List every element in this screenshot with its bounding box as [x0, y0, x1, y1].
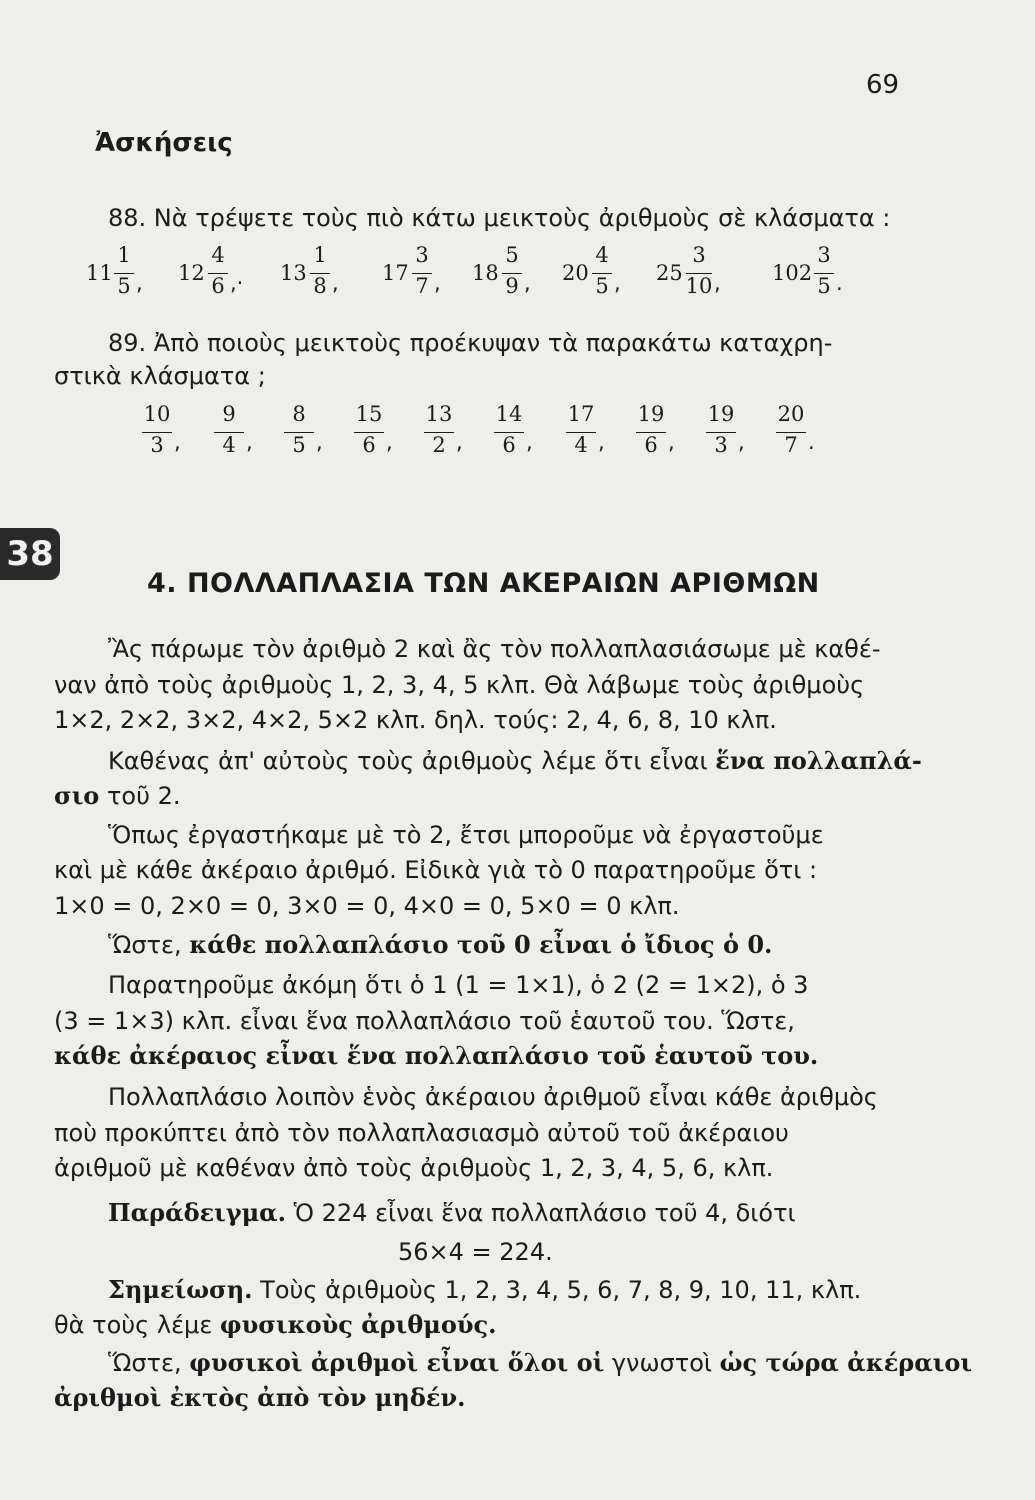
example-equation: 56×4 = 224.	[398, 1238, 553, 1266]
body-text-line: ναν ἀπὸ τοὺς ἀριθμοὺς 1, 2, 3, 4, 5 κλπ. Θὰ λάβωμε τοὺς ἀριθμοὺς	[54, 671, 865, 699]
body-text-line: Πολλαπλάσιο λοιπὸν ἑνὸς ἀκέραιου ἀριθμοῦ εἶναι κάθε ἀριθμὸς	[108, 1083, 878, 1111]
body-text-line: Παρατηροῦμε ἀκόμη ὅτι ὁ 1 (1 = 1×1), ὁ 2 (2 = 1×2), ὁ 3	[108, 971, 809, 999]
body-text-line: Καθένας ἀπ' αὐτοὺς τοὺς ἀριθμοὺς λέμε ὅτι εἶναι ἕνα πολλαπλά-	[108, 746, 922, 775]
section-number-badge: 38	[0, 528, 60, 580]
body-text-line: 1×2, 2×2, 3×2, 4×2, 5×2 κλπ. δηλ. τούς: 2, 4, 6, 8, 10 κλπ.	[54, 706, 777, 734]
body-text-line: 1×0 = 0, 2×0 = 0, 3×0 = 0, 4×0 = 0, 5×0 = 0 κλπ.	[54, 892, 680, 920]
exercise-88-text: 88. Νὰ τρέψετε τοὺς πιὸ κάτω μεικτοὺς ἀριθμοὺς σὲ κλάσματα :	[108, 204, 891, 232]
example-line: Παράδειγμα. Ὁ 224 εἶναι ἕνα πολλαπλάσιο τοῦ 4, διότι	[108, 1198, 796, 1227]
exercise-89-text-line2: στικὰ κλάσματα ;	[54, 362, 266, 390]
body-text-line: Ὥστε, κάθε πολλαπλάσιο τοῦ 0 εἶναι ὁ ἴδιος ὁ 0.	[108, 930, 773, 959]
body-text-line: σιο τοῦ 2.	[54, 781, 181, 810]
exercise-89-text-line1: 89. Ἀπὸ ποιοὺς μεικτοὺς προέκυψαν τὰ παρακάτω καταχρη-	[108, 329, 833, 357]
rule-zero-multiple: κάθε πολλαπλάσιο τοῦ 0 εἶναι ὁ ἴδιος ὁ 0.	[189, 930, 773, 959]
body-text-line: ἀριθμοῦ μὲ καθέναν ἀπὸ τοὺς ἀριθμοὺς 1, 2, 3, 4, 5, 6, κλπ.	[54, 1154, 774, 1182]
exercises-heading: Ἀσκήσεις	[95, 128, 233, 158]
example-label: Παράδειγμα.	[108, 1198, 287, 1227]
exercise-89-fractions: 10 3 , 9 4 , 8 5 , 15 6 , 13 2 , 14 6 , 17 4 , 19 6 , 19 3 , 20 7 .	[143, 402, 815, 457]
chapter-title: 4. ΠΟΛΛΑΠΛΑΣΙΑ ΤΩΝ ΑΚΕΡΑΙΩΝ ΑΡΙΘΜΩΝ	[147, 568, 820, 599]
exercise-88-fractions: 11 1 5 , 12 4 6 ,· 13 1 8 , 17 3 7 , 18 5 9 , 20 4 5 , 25 3 10 , 102 3 5 .	[86, 243, 843, 298]
body-text-line: Ὅπως ἐργαστήκαμε μὲ τὸ 2, ἔτσι μποροῦμε νὰ ἐργαστοῦμε	[108, 821, 824, 849]
term-multiple: ἕνα πολλαπλά-	[715, 746, 922, 775]
page-number: 69	[866, 70, 900, 100]
body-text-line: Ἂς πάρωμε τὸν ἀριθμὸ 2 καὶ ἂς τὸν πολλαπλασιάσωμε μὲ καθέ-	[108, 635, 881, 663]
body-text-line: (3 = 1×3) κλπ. εἶναι ἕνα πολλαπλάσιο τοῦ ἑαυτοῦ του. Ὥστε,	[54, 1007, 795, 1035]
conclusion-line: Ὥστε, φυσικοὶ ἀριθμοὶ εἶναι ὅλοι οἱ γνωστοὶ ὡς τώρα ἀκέραιοι	[108, 1348, 972, 1377]
body-text-line: καὶ μὲ κάθε ἀκέραιο ἀριθμό. Εἰδικὰ γιὰ τὸ 0 παρατηροῦμε ὅτι :	[54, 856, 818, 884]
note-label: Σημείωση.	[108, 1275, 253, 1304]
term-natural-numbers: φυσικοὺς ἀριθμούς.	[219, 1310, 497, 1339]
note-line: θὰ τοὺς λέμε φυσικοὺς ἀριθμούς.	[54, 1310, 497, 1339]
note-line: Σημείωση. Τοὺς ἀριθμοὺς 1, 2, 3, 4, 5, 6, 7, 8, 9, 10, 11, κλπ.	[108, 1275, 862, 1304]
body-text-line: ποὺ προκύπτει ἀπὸ τὸν πολλαπλασιασμὸ αὐτοῦ τοῦ ἀκέραιου	[54, 1119, 789, 1147]
conclusion-line: ἀριθμοὶ ἐκτὸς ἀπὸ τὸν μηδέν.	[54, 1383, 466, 1412]
rule-self-multiple: κάθε ἀκέραιος εἶναι ἕνα πολλαπλάσιο τοῦ ἑαυτοῦ του.	[54, 1041, 819, 1070]
